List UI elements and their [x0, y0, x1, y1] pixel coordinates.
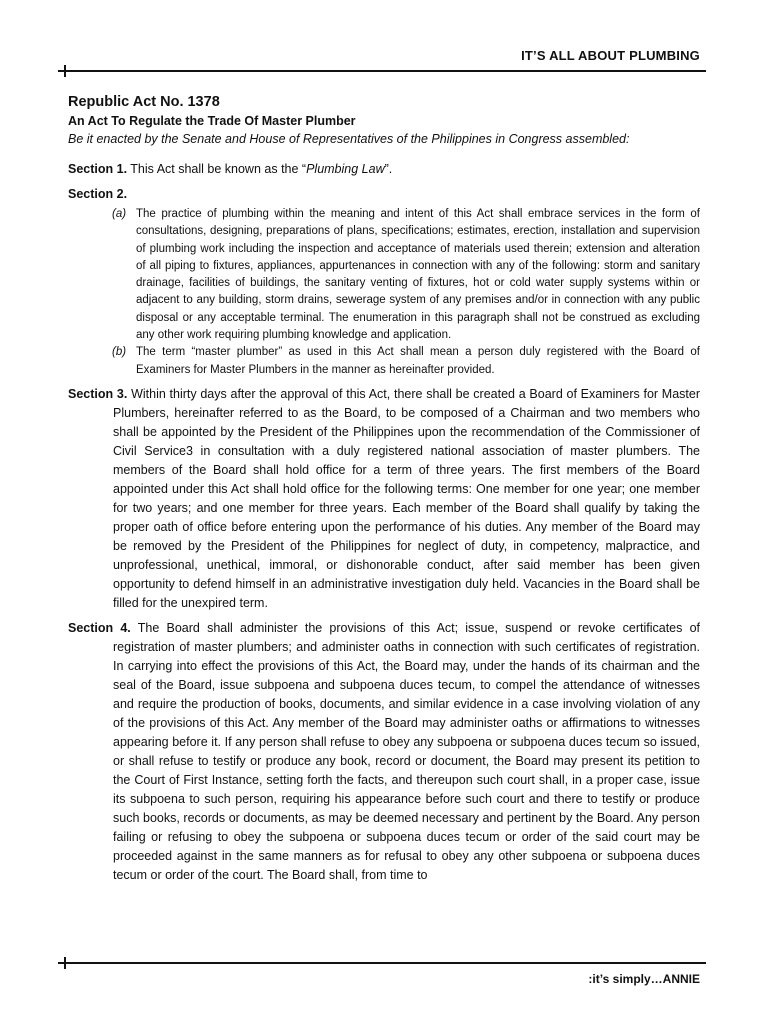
section-1-italic: Plumbing Law: [306, 162, 385, 176]
section-4-text: The Board shall administer the provisions of this Act; issue, suspend or revoke certificates of registration of master plumbers; and administer oaths in connection with such certificates of registration. In carrying into effect the provisions of this Act, the Board may, under the hands of its chairman and the seal of the Board, issue subpoena and subpoena duces tecum, to compel the attendance of witnesses and require the production of books, documents, and similar evidence in a case involving violation of any of the provisions of this Act. Any member of the Board may administer oaths or affirmations to witnesses appearing before it. If any person shall refuse to obey any subpoena or subpoena duces tecum so issued, or shall refuse to testify or produce any book, record or document, the Board may present its petition to the Court of First Instance, setting forth the facts, and thereupon such court shall, in a proper case, issue its subpoena to such person, requiring his appearance before such court and there to testify or produce such books, records or documents, as may be deemed necessary and pertinent by the Board. Any person failing or refusing to obey the subpoena or subpoena duces tecum or order of the said court may be proceeded against in the same manners as for refusal to obey any other subpoena or subpoena duces tecum or order of the court. The Board shall, from time to: [113, 620, 701, 882]
section-3-label: Section 3.: [68, 386, 128, 401]
act-title: Republic Act No. 1378: [68, 94, 220, 110]
section-2-item-a: [68, 206, 700, 344]
section-3-text: Within thirty days after the approval of this Act, there shall be created a Board of Examiners for Master Plumbers, hereinafter referred to as the Board, to be composed of a Chairman and two members who shall be appointed by the President of the Philippines upon the recommendation of the Commissioner of Civil Service3 in consultation with a duly registered national association of master plumbers. The members of the Board shall hold office for a term of three years. The first members of the Board appointed under this Act shall hold office for the following terms: One member for one year; one member for two years; and one member for three years. Each member of the Board shall qualify by taking the proper oath of office before entering upon the performance of his duties. Any member of the Board may be removed by the President of the Philippines for neglect of duty, in competency, malpractice, and unprofessional, unethical, immoral, or dishonorable conduct, after said member has been given opportunity to defend himself in an administrative investigation duly held. Vacancies in the Board shall be filled for the unexpired term.: [113, 386, 700, 610]
header-rule: [58, 70, 706, 72]
section-2-item-b: [68, 344, 700, 379]
item-marker: (a): [112, 208, 127, 220]
page-header-title: IT’S ALL ABOUT PLUMBING: [521, 48, 700, 63]
enactment-clause: Be it enacted by the Senate and House of Representatives of the Philippines in Congress assembled:: [68, 132, 630, 146]
section-4: [68, 619, 700, 885]
item-marker: (b): [112, 346, 127, 359]
footer-rule: [58, 962, 706, 964]
section-2-label: Section 2.: [68, 187, 128, 201]
section-1-text-after: ”.: [384, 162, 393, 176]
act-subtitle: An Act To Regulate the Trade Of Master Plumber: [68, 114, 356, 128]
section-1: [68, 160, 700, 179]
document-body: [68, 94, 700, 891]
section-3: [68, 385, 700, 613]
section-2-items: [68, 206, 700, 379]
section-2: [68, 185, 700, 379]
item-text: The term “master plumber” as used in this Act shall mean a person duly registered with the Board of Examiners for Master Plumbers in the manner as hereinafter provided.: [136, 346, 700, 376]
item-text: The practice of plumbing within the meaning and intent of this Act shall embrace services in the form of consultations, designing, preparations of plans, specifications; estimates, erection, installation and supervision of plumbing work including the inspection and acceptance of materials used therein; extension and alteration of all piping to fixtures, appliances, appurtenances in connection with any of the following: storm and sanitary drainage, facilities of buildings, the sanitary venting of fixtures, hot or cold water supply systems within or adjacent to any building, storm drains, sewerage system of any premises and/or in connection with any public disposal or any acceptable terminal. The enumeration in this paragraph shall not be construed as excluding any other work requiring plumbing knowledge and application.: [136, 208, 700, 342]
footer-rule-tick: [64, 957, 66, 969]
section-2-heading: [68, 185, 700, 204]
section-1-text-before: This Act shall be known as the “: [127, 162, 307, 176]
page-footer: :it’s simply…ANNIE: [588, 972, 700, 986]
section-4-label: Section 4.: [68, 620, 131, 635]
header-rule-tick: [64, 65, 66, 77]
section-1-label: Section 1.: [68, 162, 128, 176]
